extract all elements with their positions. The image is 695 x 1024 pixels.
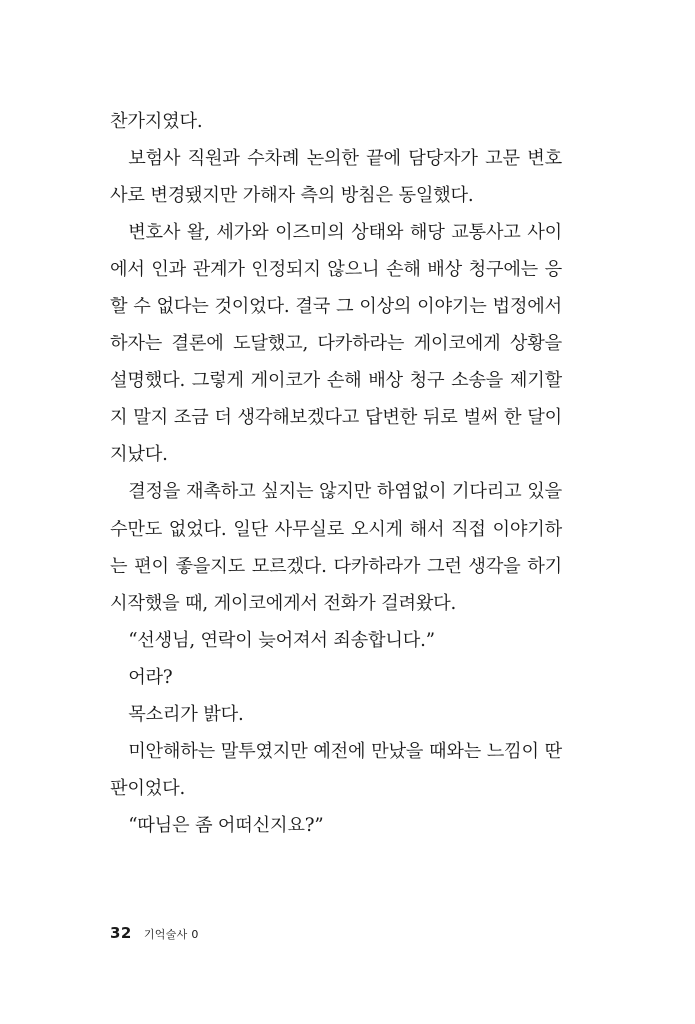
paragraph: 찬가지였다. bbox=[110, 111, 203, 132]
paragraph: 목소리가 밝다. bbox=[128, 703, 244, 725]
page-number: 32 bbox=[110, 924, 132, 942]
paragraph: “선생님, 연락이 늦어져서 죄송합니다.” bbox=[128, 629, 435, 651]
paragraph: “따님은 좀 어떠신지요?” bbox=[128, 814, 324, 836]
paragraph: 미안해하는 말투였지만 예전에 만났을 때와는 느낌이 딴판이었다. bbox=[110, 740, 562, 799]
body-text bbox=[110, 103, 562, 844]
paragraph: 변호사 왈, 세가와 이즈미의 상태와 해당 교통사고 사이에서 인과 관계가 인정되지 않으니 손해 배상 청구에는 응할 수 없다는 것이었다. 결국 그 이상의 이야기는 법정에서 하자는 결론에 도달했고, 다카하라는 게이코에게 상황을 설명했다. 그렇게 게이코가 손해 배상 청구 소송을 제기할지 말지 조금 더 생각해보겠다고 답변한 뒤로 벌써 한 달이 지났다. bbox=[110, 222, 562, 466]
page-footer bbox=[110, 924, 199, 942]
book-title: 기억술사 0 bbox=[143, 928, 199, 941]
paragraph: 어라? bbox=[128, 666, 173, 688]
paragraph: 결정을 재촉하고 싶지는 않지만 하염없이 기다리고 있을 수만도 없었다. 일단 사무실로 오시게 해서 직접 이야기하는 편이 좋을지도 모르겠다. 다카하라가 그런 생각을 하기 시작했을 때, 게이코에게서 전화가 걸려왔다. bbox=[110, 481, 562, 614]
paragraph: 보험사 직원과 수차례 논의한 끝에 담당자가 고문 변호사로 변경됐지만 가해자 측의 방침은 동일했다. bbox=[110, 148, 562, 207]
